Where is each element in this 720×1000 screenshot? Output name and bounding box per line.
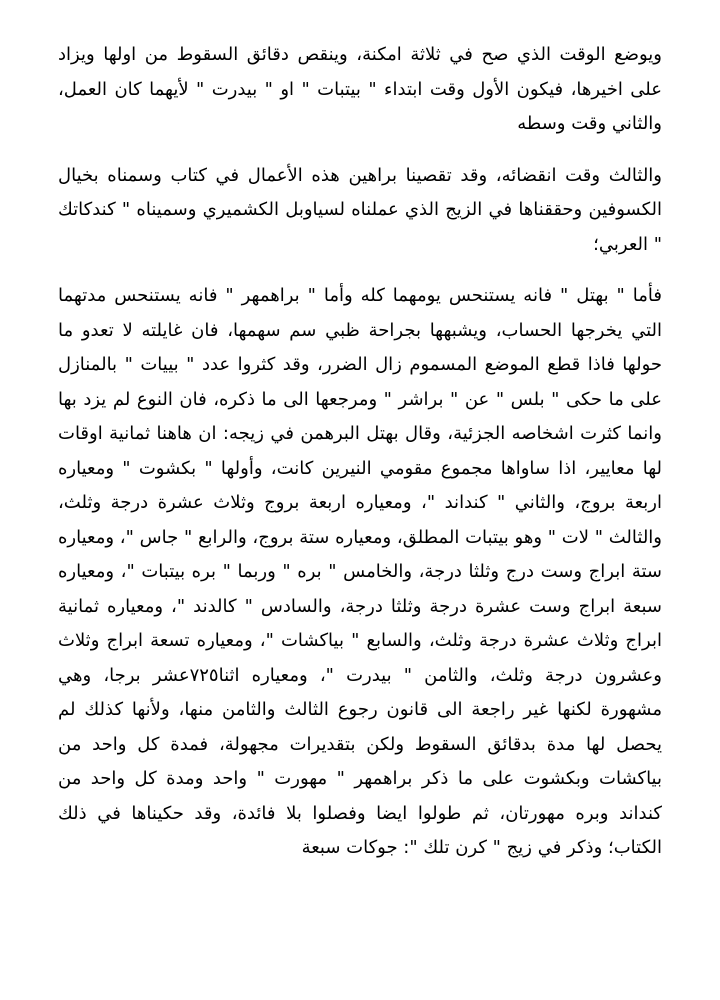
paragraph-2: والثالث وقت انقضائه، وقد تقصينا براهين هذه الأعمال في كتاب وسمناه بخيال الكسوفين وحققناها في الزيج الذي عملناه لسياوبل الكشميري وسميناه " كندكاتك " العربي؛ bbox=[58, 164, 662, 255]
paragraph-3: فأما " بهتل " فانه يستنحس يومهما كله وأما " براهمهر " فانه يستنحس مدتهما التي يخرجها الحساب، ويشبهها بجراحة ظبي سم سهمها، فان غايلته لا تعدو ما حولها فاذا قطع الموضع المسموم زال الضرر، وقد كثروا عدد " بييات " بالمنازل على ما حكى " بلس " عن " براشر " ومرجعها الى ما ذكره، فان النوع لم يزد بها وانما كثرت اشخاصه الجزئية، وقال بهتل البرهمن في زيجه: ان هاهنا ثمانية اوقات لها معايير، اذا ساواها مجموع مقومي النيرين كانت، وأولها " بكشوت " ومعياره اربعة بروج، والثاني " كنداند "، ومعياره اربعة بروج وثلاث عشرة درجة وثلث، والثالث " لات " وهو بيتبات المطلق، ومعياره ستة بروج، والرابع " جاس "، ومعياره ستة ابراج وست درج وثلثا درجة، والخامس " بره " وربما " بره بيتبات "، ومعياره سبعة ابراج وست عشرة درجة وثلثا درجة، والسادس " كالدند "، ومعياره ثمانية ابراج وثلاث عشرة درجة وثلث، والسابع " بياكشات "، ومعياره تسعة ابراج وثلاث وعشرون درجة وثلث، والثامن " بيدرت "، ومعياره اثنا٧٢٥عشر برجا، وهي مشهورة لكنها غير راجعة الى قانون رجوع الثالث والثامن منها، ولأنها كذلك لم يحصل لها مدة بدقائق السقوط ولكن بتقديرات مجهولة، فمدة كل واحد من بياكشات وبكشوت على ما ذكر براهمهر " مهورت " واحد ومدة كل واحد من كنداند وبره مهورتان، ثم طولوا ايضا وفصلوا بلا فائدة، وقد حكيناها في ذلك الكتاب؛ وذكر في زيج " كرن تلك ": جوكات سبعة bbox=[58, 285, 662, 858]
document-body bbox=[58, 38, 662, 883]
paragraph-1: ويوضع الوقت الذي صح في ثلاثة امكنة، وينقص دقائق السقوط من اولها ويزاد على اخيرها، فيكون الأول وقت ابتداء " بيتبات " او " بيدرت " لأيهما كان العمل، والثاني وقت وسطه bbox=[58, 44, 662, 134]
